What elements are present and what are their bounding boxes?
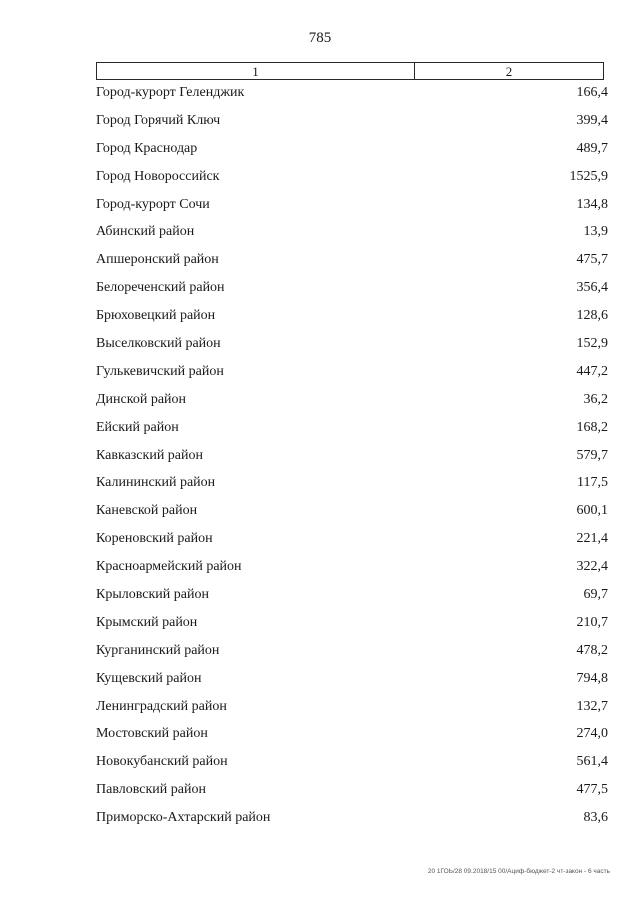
- municipality-name: Курганинский район: [96, 642, 220, 658]
- table-row: [96, 191, 608, 219]
- municipality-value: 13,9: [583, 224, 608, 240]
- municipality-name: Абинский район: [96, 224, 195, 240]
- municipality-value: 128,6: [576, 308, 608, 324]
- municipality-name: Кавказский район: [96, 447, 204, 463]
- municipality-value: 274,0: [576, 726, 608, 742]
- municipality-value: 579,7: [576, 447, 608, 463]
- municipality-name: Красноармейский район: [96, 559, 242, 575]
- table-row: [96, 581, 608, 609]
- table-row: [96, 804, 608, 832]
- municipality-value: 447,2: [576, 363, 608, 379]
- municipality-name: Павловский район: [96, 782, 206, 798]
- municipality-value: 168,2: [576, 419, 608, 435]
- municipality-name: Гулькевичский район: [96, 363, 224, 379]
- table-row: [96, 107, 608, 135]
- municipality-value: 399,4: [576, 112, 608, 128]
- page-number: 785: [308, 30, 332, 46]
- municipality-name: Апшеронский район: [96, 252, 219, 268]
- table-row: [96, 720, 608, 748]
- municipality-name: Кореновский район: [96, 531, 213, 547]
- table-row: [96, 637, 608, 665]
- municipality-value: 561,4: [576, 754, 608, 770]
- table-row: [96, 330, 608, 358]
- table-row: [96, 163, 608, 191]
- table-row: [96, 302, 608, 330]
- municipality-value: 1525,9: [569, 168, 608, 184]
- municipality-name: Город Краснодар: [96, 140, 198, 156]
- table-row: [96, 776, 608, 804]
- municipality-value: 794,8: [576, 670, 608, 686]
- municipality-value: 322,4: [576, 559, 608, 575]
- municipality-name: Ленинградский район: [96, 698, 227, 714]
- table-row: [96, 748, 608, 776]
- column-header-1: 1: [97, 63, 415, 79]
- municipality-value: 356,4: [576, 280, 608, 296]
- municipality-value: 475,7: [576, 252, 608, 268]
- table-body: [96, 79, 608, 832]
- municipality-value: 69,7: [583, 586, 608, 602]
- municipality-name: Брюховецкий район: [96, 308, 216, 324]
- municipality-name: Динской район: [96, 391, 187, 407]
- municipality-value: 166,4: [576, 84, 608, 100]
- municipality-name: Белореченский район: [96, 280, 225, 296]
- municipality-name: Крыловский район: [96, 586, 209, 602]
- table-row: [96, 442, 608, 470]
- table-row: [96, 665, 608, 693]
- table-row: [96, 246, 608, 274]
- table-row: [96, 79, 608, 107]
- municipality-name: Выселковский район: [96, 335, 221, 351]
- table-row: [96, 693, 608, 721]
- municipality-value: 83,6: [583, 810, 608, 826]
- table-row: [96, 358, 608, 386]
- municipality-value: 478,2: [576, 642, 608, 658]
- table-row: [96, 525, 608, 553]
- municipality-value: 117,5: [577, 475, 608, 491]
- municipality-name: Город-курорт Геленджик: [96, 84, 245, 100]
- municipality-value: 477,5: [576, 782, 608, 798]
- table-row: [96, 609, 608, 637]
- municipality-name: Кущевский район: [96, 670, 202, 686]
- table-row: [96, 218, 608, 246]
- municipality-value: 600,1: [576, 503, 608, 519]
- municipality-value: 210,7: [576, 614, 608, 630]
- table-row: [96, 553, 608, 581]
- municipality-name: Город Новороссийск: [96, 168, 220, 184]
- municipality-name: Каневской район: [96, 503, 198, 519]
- municipality-name: Город Горячий Ключ: [96, 112, 221, 128]
- table-header: [96, 62, 604, 80]
- municipality-name: Приморско-Ахтарский район: [96, 810, 271, 826]
- municipality-name: Город-курорт Сочи: [96, 196, 210, 212]
- municipality-name: Крымский район: [96, 614, 198, 630]
- table-row: [96, 274, 608, 302]
- table-row: [96, 497, 608, 525]
- footer-stamp: 20 1ГОЬ/28 09.2018/15 00/Ациф-бюджет-2 чт-закон - 6 часть: [427, 868, 610, 875]
- municipality-value: 36,2: [583, 391, 608, 407]
- municipality-name: Ейский район: [96, 419, 179, 435]
- municipality-name: Калининский район: [96, 475, 216, 491]
- table-row: [96, 414, 608, 442]
- column-header-2: 2: [505, 63, 513, 79]
- municipality-name: Новокубанский район: [96, 754, 228, 770]
- municipality-value: 134,8: [576, 196, 608, 212]
- table-row: [96, 469, 608, 497]
- municipality-value: 132,7: [576, 698, 608, 714]
- table-row: [96, 135, 608, 163]
- municipality-value: 489,7: [576, 140, 608, 156]
- municipality-name: Мостовский район: [96, 726, 208, 742]
- municipality-value: 221,4: [576, 531, 608, 547]
- table-row: [96, 386, 608, 414]
- municipality-value: 152,9: [576, 335, 608, 351]
